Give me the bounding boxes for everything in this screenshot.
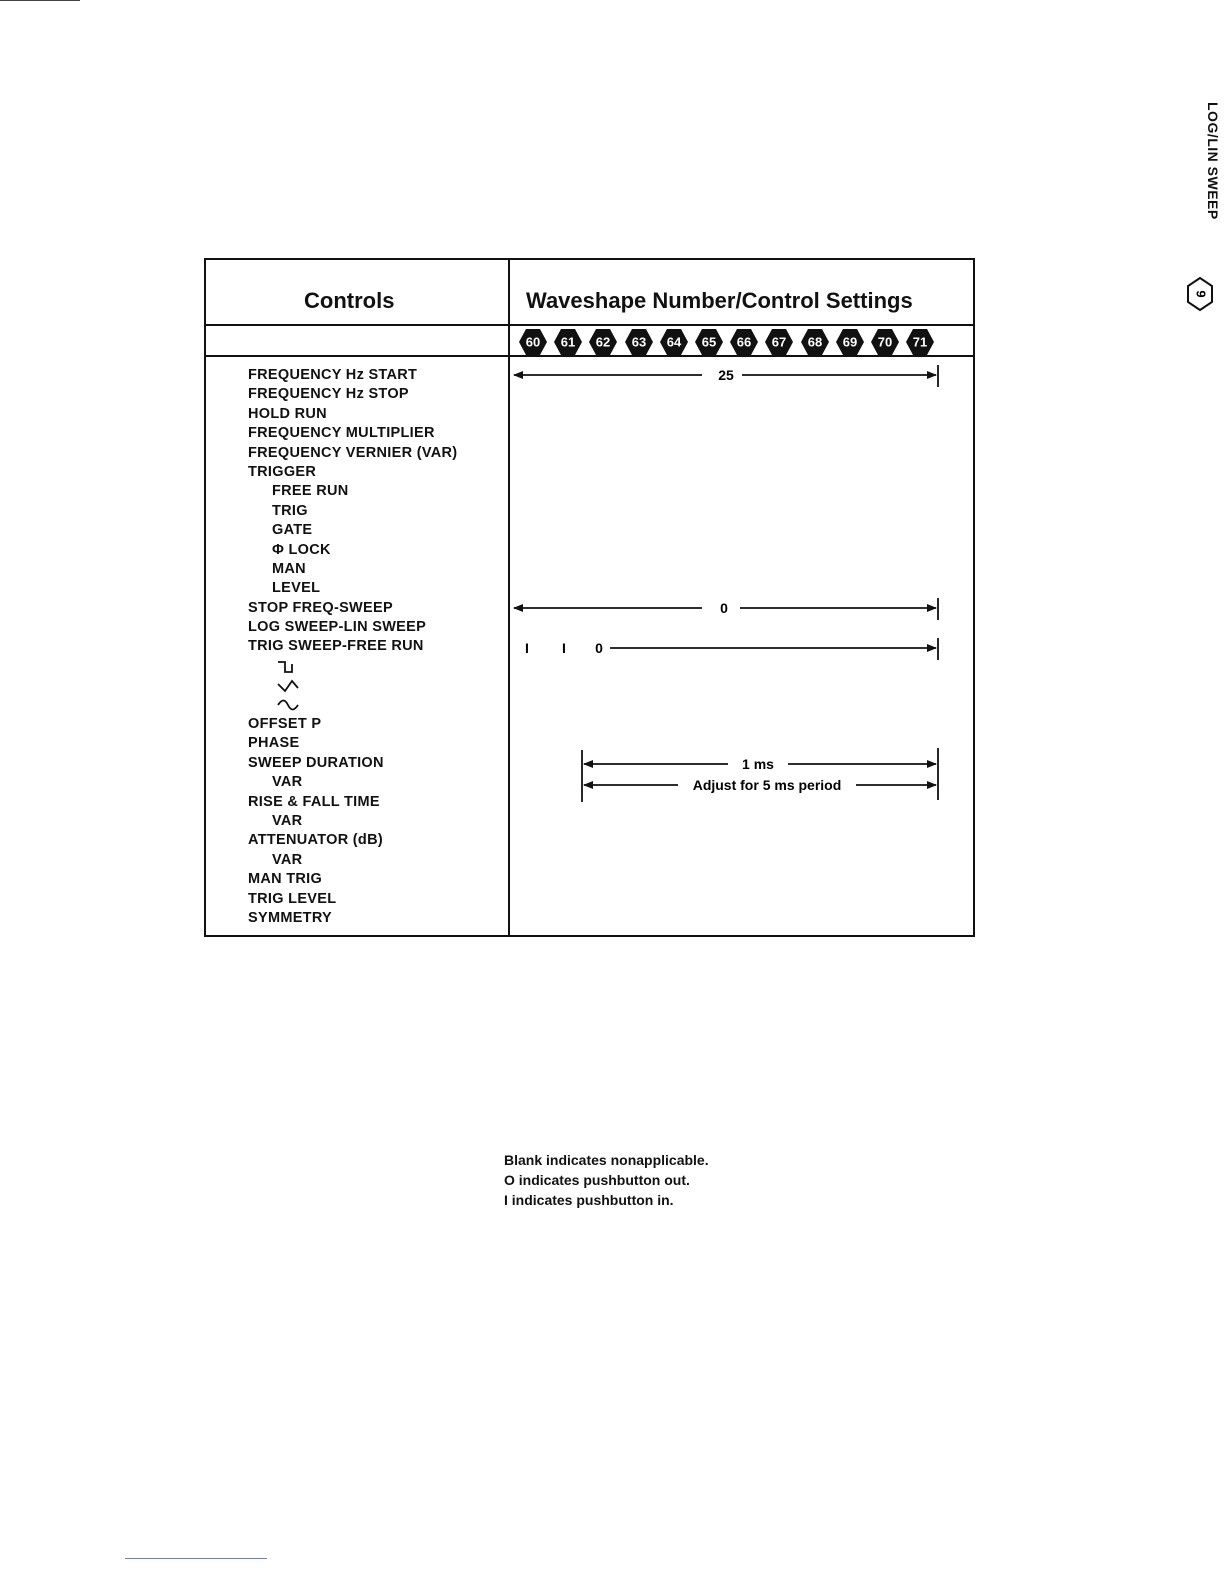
- trig-sweep-setting: [525, 638, 938, 660]
- stop-freq-sweep-setting: [514, 598, 938, 620]
- control-item: GATE: [272, 522, 313, 539]
- stop-sweep-value: 0: [720, 600, 728, 616]
- control-item: ATTENUATOR (dB): [248, 832, 383, 849]
- control-item: LEVEL: [272, 580, 321, 597]
- side-tab-title: LOG/LIN SWEEP: [1205, 102, 1221, 220]
- waveshape-settings-header: Waveshape Number/Control Settings: [526, 288, 913, 313]
- control-item: Φ LOCK: [272, 541, 331, 558]
- control-item: SYMMETRY: [248, 909, 333, 926]
- control-item: FREQUENCY MULTIPLIER: [248, 425, 435, 442]
- control-item: VAR: [272, 851, 303, 868]
- waveshape-badge-number: 64: [666, 334, 682, 350]
- waveshape-badge-number: 69: [842, 334, 858, 350]
- note-out: O indicates pushbutton out.: [504, 1172, 690, 1188]
- waveshape-badge-number: 60: [525, 334, 541, 350]
- control-item: LOG SWEEP-LIN SWEEP: [248, 619, 427, 636]
- settings-overlay: [206, 260, 977, 939]
- top-rule: [0, 0, 80, 1]
- control-item: OFFSET P: [248, 716, 322, 733]
- control-item: PHASE: [248, 735, 300, 752]
- control-item: FREQUENCY Hz STOP: [248, 386, 409, 403]
- legend-notes: [504, 1150, 709, 1210]
- sweep-var-value: Adjust for 5 ms period: [692, 777, 842, 793]
- control-item: MAN TRIG: [248, 871, 323, 888]
- waveshape-badge-number: 66: [736, 334, 752, 350]
- trig-sweep-mark-62: 0: [595, 640, 603, 656]
- note-blank: Blank indicates nonapplicable.: [504, 1152, 709, 1168]
- control-item: TRIG: [272, 502, 308, 519]
- control-item: MAN: [272, 560, 306, 577]
- control-item: VAR: [272, 774, 303, 791]
- trig-sweep-mark-61: I: [562, 640, 566, 656]
- side-tab-badge: [1186, 276, 1214, 317]
- control-item: FREE RUN: [272, 483, 349, 500]
- control-item: TRIG SWEEP-FREE RUN: [248, 638, 424, 655]
- control-item: FREQUENCY Hz START: [248, 367, 418, 383]
- waveshape-badge-number: 68: [807, 334, 822, 350]
- sweep-duration-setting: [582, 748, 938, 802]
- waveshape-badge-number: 71: [912, 334, 928, 350]
- frequency-start-setting: [514, 365, 938, 387]
- sweep-duration-value: 1 ms: [742, 756, 774, 772]
- bottom-rule: [125, 1558, 267, 1559]
- control-settings-table: [204, 258, 975, 937]
- waveshape-badge-number: 63: [631, 334, 646, 350]
- note-in: I indicates pushbutton in.: [504, 1192, 674, 1208]
- control-item: SWEEP DURATION: [248, 754, 384, 771]
- control-item: VAR: [272, 812, 303, 829]
- waveshape-badge-number: 67: [772, 334, 787, 350]
- control-item: TRIGGER: [248, 463, 317, 480]
- waveshape-badge-number: 61: [560, 334, 576, 350]
- control-item: TRIG LEVEL: [248, 890, 337, 907]
- waveshape-badge-number: 65: [701, 334, 717, 350]
- controls-header: Controls: [304, 288, 395, 313]
- waveshape-badge-number: 70: [877, 334, 893, 350]
- waveshape-badge-number: 62: [596, 334, 611, 350]
- trig-sweep-mark-60: I: [525, 640, 529, 656]
- freq-start-value: 25: [718, 367, 734, 383]
- control-item: FREQUENCY VERNIER (VAR): [248, 444, 458, 461]
- side-tab-badge-number: 9: [1193, 290, 1209, 298]
- control-item: STOP FREQ-SWEEP: [248, 599, 393, 616]
- control-item: RISE & FALL TIME: [248, 793, 380, 810]
- control-item: HOLD RUN: [248, 405, 327, 422]
